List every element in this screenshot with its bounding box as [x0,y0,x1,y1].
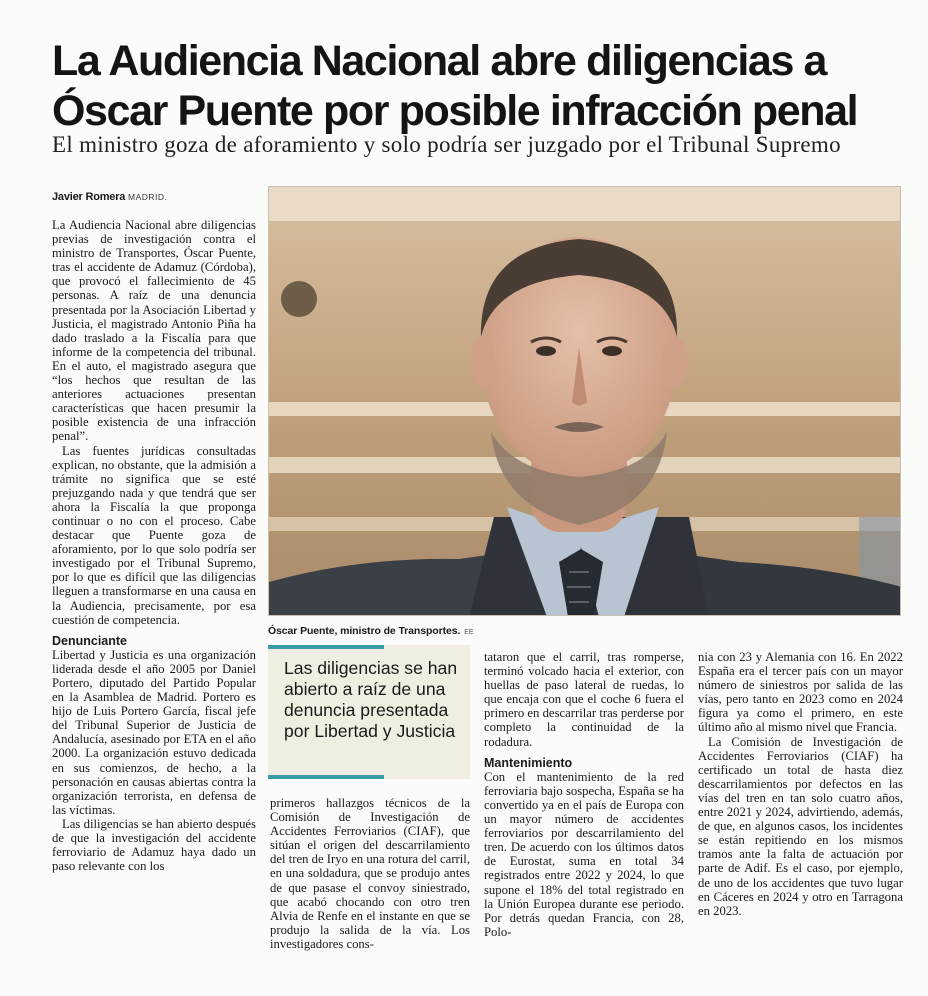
pull-quote-rule-top [268,645,384,649]
headline [52,36,902,136]
body-paragraph: Las fuentes jurídicas consultadas explican, no obstante, que la admisión a trámite no significa que se esté prejuzgando nada y que tendrá que ser ahora la Fiscalía la que proponga continuar o no con el proceso. Cabe destacar que Puente goza de aforamiento, por lo que solo podría ser investigado por el Tribunal Supremo, por lo que es difícil que las diligencias lleguen a transformarse en una causa en la Audiencia, precisamente, por esa cuestión de competencia. [52,443,256,627]
photo-credit: EE [464,629,474,636]
byline [52,191,167,203]
pull-quote-text: Las diligencias se han abierto a raíz de una denuncia presentada por Libertad y Justicia [284,658,458,741]
headline-line-1: La Audiencia Nacional abre diligencias a [52,37,827,85]
body-paragraph: Libertad y Justicia es una organización liderada desde el año 2005 por Daniel Portero, diputado del Partido Popular en la Asamblea de Madrid. Portero es hijo de Luis Portero García, fiscal jefe del Tribunal Superior de Justicia de Andalucía, asesinado por ETA en el año 2000. La organización estuvo dedicada en sus comienzos, de hecho, a la personación en causas abiertas contra la organización terrorista, en defensa de las víctimas. [52,647,256,817]
caption-text: Óscar Puente, ministro de Transportes. [268,625,461,637]
author-name: Javier Romera [52,191,126,203]
article-column-3 [484,650,684,972]
body-paragraph: tataron que el carril, tras romperse, terminó volcado hacia el exterior, con huellas de paso lateral de ruedas, lo que encaja con que el coche 6 fuera el primero en descarrilar tras perderse por completo la continuidad de la rodadura. [484,650,684,749]
section-heading-mantenimiento: Mantenimiento [484,755,573,770]
byline-location: MADRID. [128,192,168,202]
portrait-illustration [269,187,901,616]
body-paragraph: La Comisión de Investigación de Accidentes Ferroviarios (CIAF) ha certificado un total de hasta diez descarrilamientos por defectos en las vías del tren en tan solo cuatro años, entre 2021 y 2024, advirtiendo, además, de que, en algunos casos, los incidentes se están repitiendo en los mismos tramos ante la falta de actuación por parte de Adif. Es el caso, por ejemplo, de uno de los accidentes que tuvo lugar en Cáceres en 2024 y otro en Tarragona en 2023. [698,734,903,918]
pull-quote-rule-bottom [268,775,384,779]
article-column-4 [698,650,903,972]
article-column-1 [52,218,256,968]
body-paragraph: primeros hallazgos técnicos de la Comisión de Investigación de Accidentes Ferroviarios (CIAF), que sitúan el origen del descarrilamiento del tren de Iryo en una rotura del carril, en una soldadura, que se produjo antes de que pasase el convoy siniestrado, que acabó chocando con otro tren Alvia de Renfe en el instante en que se produjo la salida de la vía. Los investigadores cons- [270,796,470,951]
article-column-2 [270,796,470,972]
section-heading-denunciante: Denunciante [52,633,128,648]
body-paragraph: Con el mantenimiento de la red ferroviaria bajo sospecha, España se ha convertido ya en el país de Europa con un mayor número de accidentes ferroviarios por descarrilamiento del tren. De acuerdo con los últimos datos de Eurostat, suma en total 34 registrados entre 2022 y 2024, lo que supone el 18% del total registrado en la Unión Europea durante ese periodo. Por detrás quedan Francia, con 28, Polo- [484,769,684,939]
headline-line-2: Óscar Puente por posible infracción penal [52,87,858,135]
article-photo [268,186,901,616]
body-paragraph: nia con 23 y Alemania con 16. En 2022 España era el tercer país con un mayor número de siniestros por salida de las vías, pero tanto en 2023 como en 2024 figura ya como el primero, en este último año al mismo nivel que Francia. [698,650,903,735]
pull-quote [268,645,470,779]
subtitle: El ministro goza de aforamiento y solo podría ser juzgado por el Tribunal Supremo [52,132,841,157]
photo-caption [268,625,473,637]
body-paragraph: La Audiencia Nacional abre diligencias previas de investigación contra el ministro de Transportes, Óscar Puente, tras el accidente de Adamuz (Córdoba), que provocó el fallecimiento de 45 personas. A raíz de una denuncia presentada por la Asociación Libertad y Justicia, el magistrado Antonio Piña ha dado traslado a la Fiscalía para que informe de la competencia del tribunal. En el auto, el magistrado asegura que “los hechos que resultan de las anteriores actuaciones presentan características que hacen presumir la posible existencia de una infracción penal”. [52,218,256,444]
body-paragraph: Las diligencias se han abierto después de que la investigación del accidente ferroviario de Adamuz haya dado un paso relevante con los [52,816,256,874]
